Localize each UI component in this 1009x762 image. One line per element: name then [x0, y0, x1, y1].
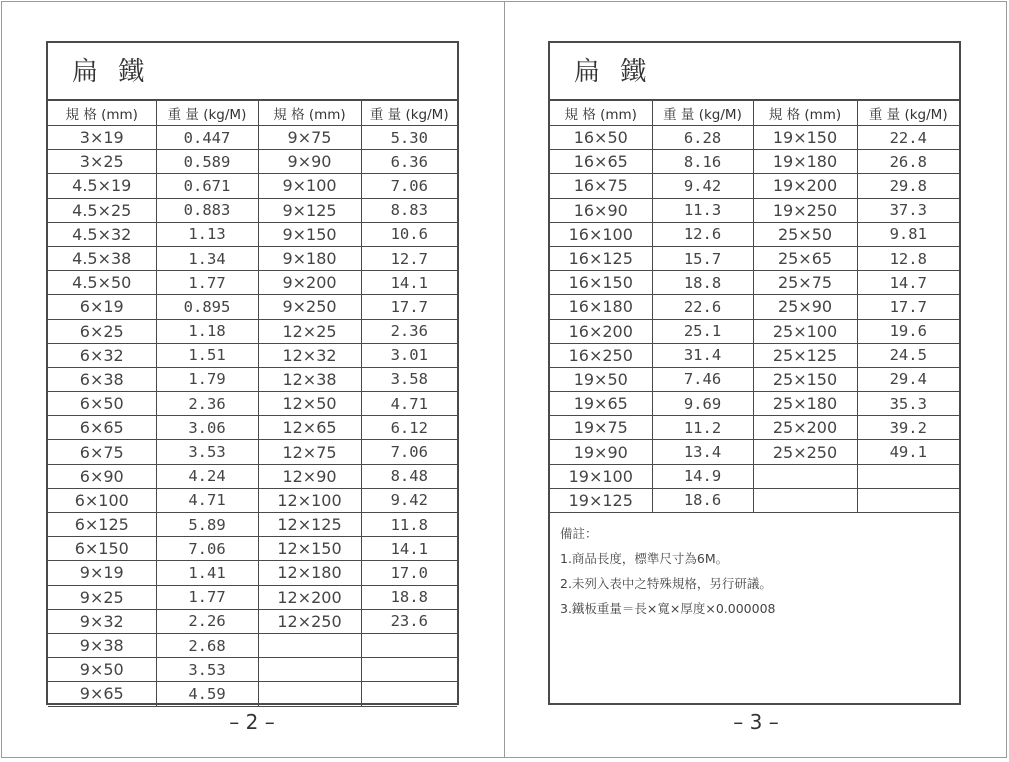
table-row: [48, 416, 457, 440]
spec-cell: 4.5×32: [48, 222, 156, 246]
weight-cell: 9.42: [652, 174, 753, 198]
spec-cell: 9×180: [258, 246, 361, 270]
spec-cell: 9×90: [258, 150, 361, 174]
spec-cell: 19×125: [550, 488, 652, 512]
weight-cell: 0.447: [156, 126, 258, 150]
table-row: [550, 392, 959, 416]
weight-cell: 22.6: [652, 295, 753, 319]
weight-cell: 17.0: [361, 561, 457, 585]
header-spec: 規 格 (mm): [753, 101, 857, 126]
weight-cell: 1.13: [156, 222, 258, 246]
table-row: [550, 150, 959, 174]
table-row: [48, 658, 457, 682]
weight-cell: 1.79: [156, 367, 258, 391]
table-row: [550, 198, 959, 222]
table-row: [48, 585, 457, 609]
weight-cell: 2.36: [361, 319, 457, 343]
weight-cell: 49.1: [857, 440, 959, 464]
weight-cell: 0.883: [156, 198, 258, 222]
weight-cell: 1.34: [156, 246, 258, 270]
spec-cell: 9×19: [48, 561, 156, 585]
table-row: [48, 682, 457, 706]
spec-cell: 3×25: [48, 150, 156, 174]
table-row: [48, 633, 457, 657]
page-number: – 3 –: [733, 710, 779, 734]
weight-cell: 2.68: [156, 633, 258, 657]
weight-cell: 7.06: [361, 440, 457, 464]
weight-cell: 1.77: [156, 585, 258, 609]
spec-cell: 6×50: [48, 392, 156, 416]
spec-cell: 19×50: [550, 367, 652, 391]
spec-cell: 9×38: [48, 633, 156, 657]
spec-cell: 12×250: [258, 609, 361, 633]
header-spec: 規 格 (mm): [550, 101, 652, 126]
spec-cell: 6×65: [48, 416, 156, 440]
table-row: [550, 222, 959, 246]
spec-cell: 9×125: [258, 198, 361, 222]
spec-cell: 9×100: [258, 174, 361, 198]
spec-cell: 16×180: [550, 295, 652, 319]
weight-cell: 4.59: [156, 682, 258, 706]
weight-cell: 22.4: [857, 126, 959, 150]
table-row: [550, 319, 959, 343]
spec-cell: 19×250: [753, 198, 857, 222]
sheet-title: 扁 鐵: [550, 43, 959, 100]
spec-cell: 12×200: [258, 585, 361, 609]
table-row: [48, 126, 457, 150]
table-row: [48, 222, 457, 246]
weight-cell: 15.7: [652, 246, 753, 270]
spec-cell: 25×180: [753, 392, 857, 416]
weight-cell: [361, 658, 457, 682]
spec-cell: 19×90: [550, 440, 652, 464]
weight-cell: 6.12: [361, 416, 457, 440]
spec-cell: 6×125: [48, 513, 156, 537]
header-weight: 重 量 (kg/M): [156, 101, 258, 126]
weight-cell: 18.8: [652, 271, 753, 295]
spec-cell: 25×150: [753, 367, 857, 391]
weight-cell: 7.06: [361, 174, 457, 198]
spec-cell: 25×200: [753, 416, 857, 440]
weight-cell: 1.18: [156, 319, 258, 343]
weight-table: [48, 100, 457, 707]
page-number: – 2 –: [229, 710, 275, 734]
header-spec: 規 格 (mm): [258, 101, 361, 126]
table-row: [550, 367, 959, 391]
spec-cell: 9×32: [48, 609, 156, 633]
weight-table-sheet: [46, 41, 459, 705]
spec-cell: 9×25: [48, 585, 156, 609]
spec-cell: 6×38: [48, 367, 156, 391]
table-row: [550, 246, 959, 270]
weight-cell: 9.81: [857, 222, 959, 246]
table-row: [550, 416, 959, 440]
weight-cell: [361, 682, 457, 706]
weight-cell: 14.1: [361, 271, 457, 295]
spec-cell: 9×65: [48, 682, 156, 706]
table-row: [550, 271, 959, 295]
spec-cell: 19×180: [753, 150, 857, 174]
weight-cell: 0.895: [156, 295, 258, 319]
notes-heading: 備註：: [560, 526, 598, 541]
spec-cell: 6×19: [48, 295, 156, 319]
weight-cell: 12.6: [652, 222, 753, 246]
spec-cell: 12×100: [258, 488, 361, 512]
spec-cell: 4.5×25: [48, 198, 156, 222]
spec-cell: 6×75: [48, 440, 156, 464]
table-row: [48, 440, 457, 464]
weight-cell: 8.16: [652, 150, 753, 174]
weight-cell: 18.6: [652, 488, 753, 512]
table-row: [550, 343, 959, 367]
table-row: [550, 126, 959, 150]
table-row: [48, 174, 457, 198]
note-item: 3.鐵板重量＝長×寬×厚度×0.000008: [560, 601, 776, 616]
header-weight: 重 量 (kg/M): [361, 101, 457, 126]
spec-cell: 25×65: [753, 246, 857, 270]
weight-cell: 37.3: [857, 198, 959, 222]
weight-cell: 18.8: [361, 585, 457, 609]
spec-cell: [753, 488, 857, 512]
weight-cell: 11.3: [652, 198, 753, 222]
spec-cell: 4.5×19: [48, 174, 156, 198]
spec-cell: 9×50: [48, 658, 156, 682]
table-row: [48, 609, 457, 633]
spec-cell: 16×200: [550, 319, 652, 343]
sheet-title: 扁 鐵: [48, 43, 457, 100]
spec-cell: 9×250: [258, 295, 361, 319]
spec-cell: 25×75: [753, 271, 857, 295]
weight-cell: 7.46: [652, 367, 753, 391]
spec-cell: 16×50: [550, 126, 652, 150]
weight-cell: 12.7: [361, 246, 457, 270]
table-row: [48, 367, 457, 391]
table-row: [48, 150, 457, 174]
note-item: 1.商品長度，標準尺寸為6M。: [560, 551, 729, 566]
weight-cell: 19.6: [857, 319, 959, 343]
spec-cell: 12×150: [258, 537, 361, 561]
weight-cell: [361, 633, 457, 657]
spec-cell: [258, 633, 361, 657]
weight-table-sheet: [548, 41, 961, 705]
weight-cell: 1.77: [156, 271, 258, 295]
weight-cell: 4.71: [156, 488, 258, 512]
table-row: [48, 561, 457, 585]
weight-cell: 0.671: [156, 174, 258, 198]
spec-cell: 16×65: [550, 150, 652, 174]
note-item: 2.未列入表中之特殊規格，另行研議。: [560, 576, 772, 591]
weight-cell: 14.1: [361, 537, 457, 561]
weight-cell: 14.7: [857, 271, 959, 295]
spec-cell: 4.5×38: [48, 246, 156, 270]
weight-table: [550, 100, 959, 513]
spec-cell: 19×200: [753, 174, 857, 198]
weight-cell: 29.8: [857, 174, 959, 198]
spec-cell: 9×75: [258, 126, 361, 150]
table-row: [48, 271, 457, 295]
table-row: [550, 440, 959, 464]
weight-cell: 10.6: [361, 222, 457, 246]
spec-cell: 6×25: [48, 319, 156, 343]
weight-cell: 2.36: [156, 392, 258, 416]
weight-cell: 14.9: [652, 464, 753, 488]
weight-cell: [857, 488, 959, 512]
weight-cell: 11.2: [652, 416, 753, 440]
spec-cell: 12×50: [258, 392, 361, 416]
weight-cell: 5.89: [156, 513, 258, 537]
table-row: [48, 513, 457, 537]
header-weight: 重 量 (kg/M): [857, 101, 959, 126]
table-row: [550, 295, 959, 319]
table-row: [48, 198, 457, 222]
weight-cell: 9.69: [652, 392, 753, 416]
weight-cell: 23.6: [361, 609, 457, 633]
weight-cell: 4.24: [156, 464, 258, 488]
weight-cell: 0.589: [156, 150, 258, 174]
table-row: [550, 464, 959, 488]
spec-cell: 9×200: [258, 271, 361, 295]
weight-cell: 3.06: [156, 416, 258, 440]
spec-cell: 12×32: [258, 343, 361, 367]
weight-cell: 3.53: [156, 658, 258, 682]
weight-cell: 2.26: [156, 609, 258, 633]
spec-cell: 19×100: [550, 464, 652, 488]
spec-cell: 12×38: [258, 367, 361, 391]
weight-cell: 25.1: [652, 319, 753, 343]
spec-cell: [753, 464, 857, 488]
table-row: [48, 246, 457, 270]
weight-cell: 8.83: [361, 198, 457, 222]
weight-cell: 7.06: [156, 537, 258, 561]
spec-cell: 16×90: [550, 198, 652, 222]
weight-cell: 39.2: [857, 416, 959, 440]
spec-cell: 6×100: [48, 488, 156, 512]
weight-cell: 35.3: [857, 392, 959, 416]
weight-cell: 17.7: [361, 295, 457, 319]
weight-cell: 6.36: [361, 150, 457, 174]
weight-cell: 6.28: [652, 126, 753, 150]
spec-cell: 19×65: [550, 392, 652, 416]
weight-cell: 8.48: [361, 464, 457, 488]
weight-cell: 1.51: [156, 343, 258, 367]
spec-cell: 19×150: [753, 126, 857, 150]
spec-cell: 6×90: [48, 464, 156, 488]
weight-cell: 29.4: [857, 367, 959, 391]
spec-cell: 16×150: [550, 271, 652, 295]
table-row: [48, 392, 457, 416]
weight-cell: 5.30: [361, 126, 457, 150]
table-row: [550, 174, 959, 198]
table-row: [48, 319, 457, 343]
spec-cell: 12×75: [258, 440, 361, 464]
spec-cell: 12×125: [258, 513, 361, 537]
weight-cell: 1.41: [156, 561, 258, 585]
spec-cell: 16×100: [550, 222, 652, 246]
spec-cell: 12×65: [258, 416, 361, 440]
spec-cell: 25×50: [753, 222, 857, 246]
table-row: [48, 537, 457, 561]
weight-cell: 17.7: [857, 295, 959, 319]
spec-cell: 16×250: [550, 343, 652, 367]
spec-cell: 25×90: [753, 295, 857, 319]
spec-cell: 19×75: [550, 416, 652, 440]
weight-cell: 3.01: [361, 343, 457, 367]
weight-cell: 4.71: [361, 392, 457, 416]
spec-cell: 12×25: [258, 319, 361, 343]
spec-cell: 25×100: [753, 319, 857, 343]
table-row: [550, 488, 959, 512]
table-row: [48, 343, 457, 367]
weight-cell: 26.8: [857, 150, 959, 174]
spec-cell: 9×150: [258, 222, 361, 246]
spec-cell: 12×90: [258, 464, 361, 488]
spec-cell: 25×250: [753, 440, 857, 464]
table-header-row: [48, 101, 457, 126]
weight-cell: 9.42: [361, 488, 457, 512]
spec-cell: 4.5×50: [48, 271, 156, 295]
notes: [550, 513, 959, 621]
spec-cell: 25×125: [753, 343, 857, 367]
table-row: [48, 488, 457, 512]
weight-cell: 13.4: [652, 440, 753, 464]
weight-cell: 3.58: [361, 367, 457, 391]
spec-cell: 3×19: [48, 126, 156, 150]
table-row: [48, 295, 457, 319]
weight-cell: 24.5: [857, 343, 959, 367]
table-row: [48, 464, 457, 488]
weight-cell: 3.53: [156, 440, 258, 464]
spec-cell: 16×125: [550, 246, 652, 270]
weight-cell: 11.8: [361, 513, 457, 537]
spec-cell: [258, 682, 361, 706]
table-header-row: [550, 101, 959, 126]
weight-cell: [857, 464, 959, 488]
spec-cell: [258, 658, 361, 682]
weight-cell: 12.8: [857, 246, 959, 270]
spec-cell: 12×180: [258, 561, 361, 585]
spec-cell: 6×32: [48, 343, 156, 367]
header-weight: 重 量 (kg/M): [652, 101, 753, 126]
weight-cell: 31.4: [652, 343, 753, 367]
spec-cell: 16×75: [550, 174, 652, 198]
header-spec: 規 格 (mm): [48, 101, 156, 126]
spec-cell: 6×150: [48, 537, 156, 561]
